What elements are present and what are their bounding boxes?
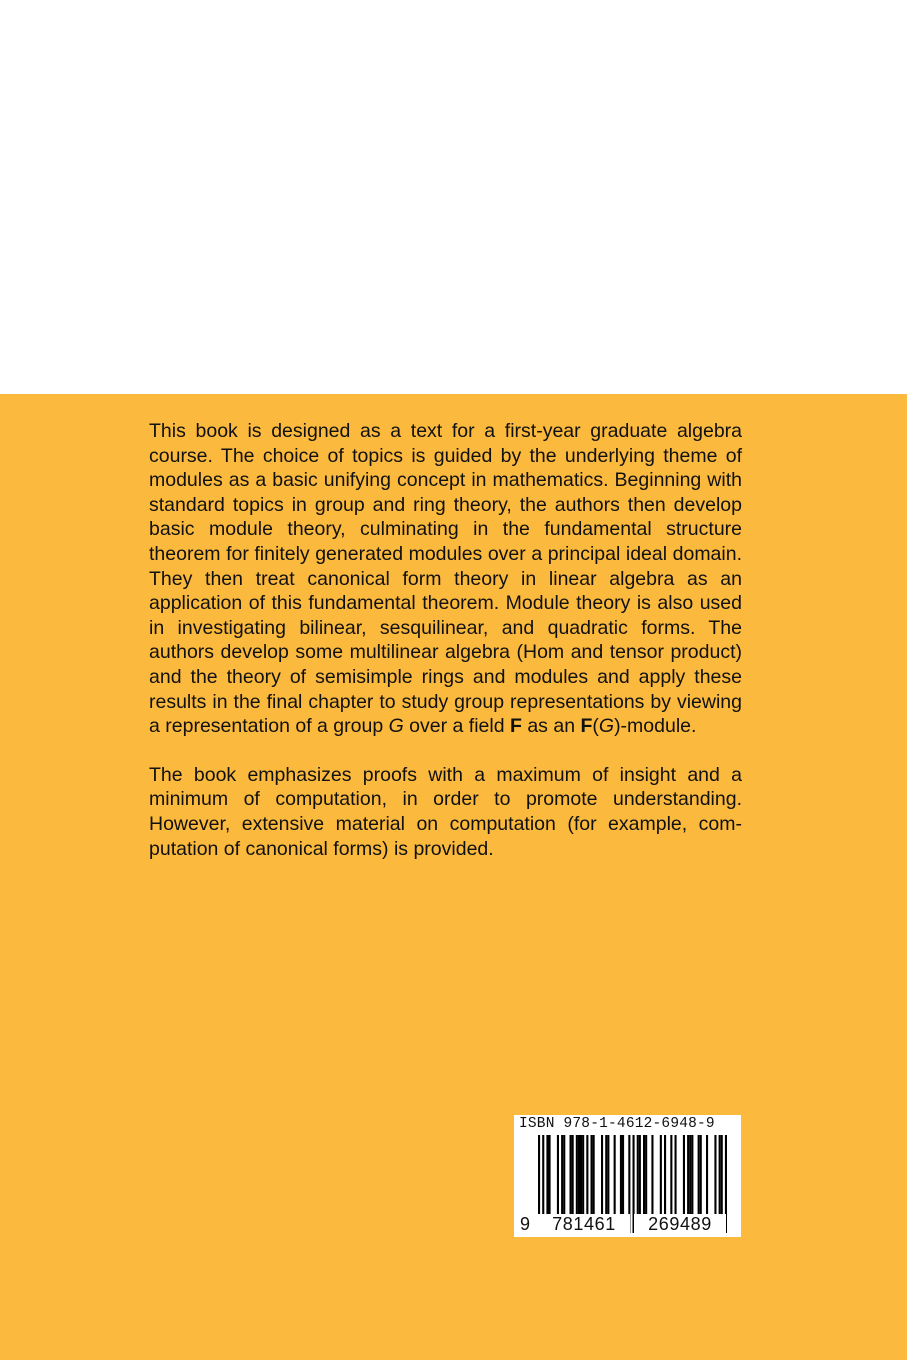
barcode-lead-digit: 9 (520, 1214, 531, 1234)
isbn-barcode (514, 1115, 741, 1237)
barcode-right-digits: 269489 (634, 1214, 726, 1236)
book-blurb (149, 419, 742, 885)
blurb-paragraph-1: This book is designed as a text for a first-year graduate algebra course. The choice of topics is guided by the underlying theme of modules as a basic unifying concept in mathematics. Beginning with standard topics in group and ring theory, the authors then develop basic module theory, culminating in the fundamental structure theorem for finitely generated modules over a principal ideal domain. They then treat canonical form theory in linear algebra as an application of this fundamental theorem. Module theory is also used in investigating bilinear, sesquilinear, and quadratic forms. The authors develop some multilinear algebra (Hom and tensor product) and the theory of semisimple rings and modules and apply these results in the final chapter to study group representations by viewing a representation of a group G over a field F as an F(G)-module. (149, 420, 742, 738)
blurb-paragraph-2: The book emphasizes proofs with a maximum of insight and a minimum of computation, in order to promote understanding. However, extensive material on computation (for example, computation of canonical forms) is provided. (149, 763, 742, 860)
white-top-area (0, 0, 907, 394)
barcode-left-digits: 781461 (538, 1214, 630, 1236)
isbn-label: ISBN 978-1-4612-6948-9 (519, 1116, 715, 1132)
